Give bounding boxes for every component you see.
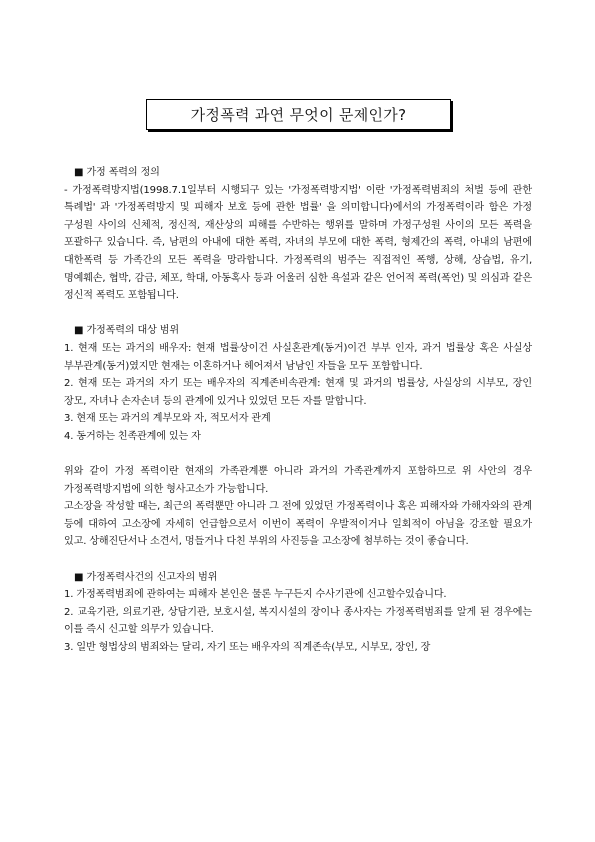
section-heading: ■ 가정폭력의 대상 범위 xyxy=(74,325,179,337)
section-heading: ■ 가정 폭력의 정의 xyxy=(74,167,160,178)
page-title: 가정폭력 과연 무엇이 문제인가? xyxy=(190,106,407,124)
section-scope xyxy=(64,322,532,445)
section-heading: ■ 가정폭력사건의 신고자의 범위 xyxy=(74,571,218,583)
list-item: 2. 교육기관, 의료기관, 상담기관, 보호시설, 복지시설의 장이나 종사자는 가정폭력범죄를 알게 된 경우에는 이를 즉시 신고할 의무가 있습니다. xyxy=(64,606,532,636)
list-item: 1. 현재 또는 과거의 배우자: 현재 법률상이건 사실혼관계(동거)이건 부부 인자, 과거 법률상 혹은 사실상 부부관계(동거)였지만 현재는 이혼하거나 헤어져서 남남인 자들을 모두 포함합니다. xyxy=(64,342,532,372)
blank-line xyxy=(64,305,532,323)
section-explanation xyxy=(64,463,532,551)
title-box xyxy=(146,99,451,130)
blank-line xyxy=(64,446,532,464)
list-item: 2. 현재 또는 과거의 자기 또는 배우자의 직계존비속관계: 현재 및 과거의 법률상, 사실상의 시부모, 장인 장모, 자녀나 손자손녀 등의 관계에 있거나 있었던 모든 자를 말합니다. xyxy=(64,378,532,407)
list-item: 4. 동거하는 친족관계에 있는 자 xyxy=(64,430,201,442)
paragraph: 고소장을 작성할 때는, 최근의 폭력뿐만 아니라 그 전에 있었던 가정폭력이나 혹은 피해자와 가해자와의 관계 등에 대하여 고소장에 자세히 언급함으로서 이번이 폭력이 우발적이거나 일회적이 아님을 강조할 필요가 있고. 상해진단서나 소견서, 멍들거나 다친 부위의 사진등을 고소장에 첨부하는 것이 좋습니다. xyxy=(64,501,532,548)
paragraph: 위와 같이 가정 폭력이란 현재의 가족관계뿐 아니라 과거의 가족관계까지 포함하므로 위 사안의 경우 가정폭력방지법에 의한 형사고소가 가능합니다. xyxy=(64,466,532,495)
list-item: 3. 일반 형법상의 범죄와는 달리, 자기 또는 배우자의 직계존속(부모, 시부모, 장인, 장 xyxy=(64,642,431,654)
blank-line xyxy=(64,551,532,569)
section-definition xyxy=(64,164,532,305)
document-body xyxy=(64,164,532,657)
list-item: 3. 현재 또는 과거의 계부모와 자, 적모서자 관계 xyxy=(64,413,271,425)
list-item: 1. 가정폭력범죄에 관하여는 피해자 본인은 물론 누구든지 수사기관에 신고할수있습니다. xyxy=(64,589,447,601)
paragraph: - 가정폭력방지법(1998.7.1일부터 시행되구 있는 '가정폭력방지법' 이란 '가정폭력범죄의 처벌 등에 관한 특례법' 과 '가정폭력방지 및 피해자 보호 등에 관한 법률' 을 의미합니다)에서의 가정폭력이라 함은 가정 구성원 사이의 신체적, 정신적, 재산상의 피해를 수반하는 행위를 말하며 가정구성원 사이의 모든 폭력을 포괄하구 있습니다. 즉, 남편의 아내에 대한 폭력, 자녀의 부모에 대한 폭력, 형제간의 폭력, 아내의 남편에 대한폭력 등 가족간의 모든 폭력을 망라합니다. 가정폭력의 범주는 직접적인 폭행, 상해, 상습법, 유기, 명예훼손, 협박, 감금, 체포, 학대, 아동혹사 등과 어울러 심한 욕설과 같은 언어적 폭력(폭언) 및 의심과 같은 정신적 폭력도 포함됩니다. xyxy=(64,184,532,302)
section-reporters xyxy=(64,569,532,657)
